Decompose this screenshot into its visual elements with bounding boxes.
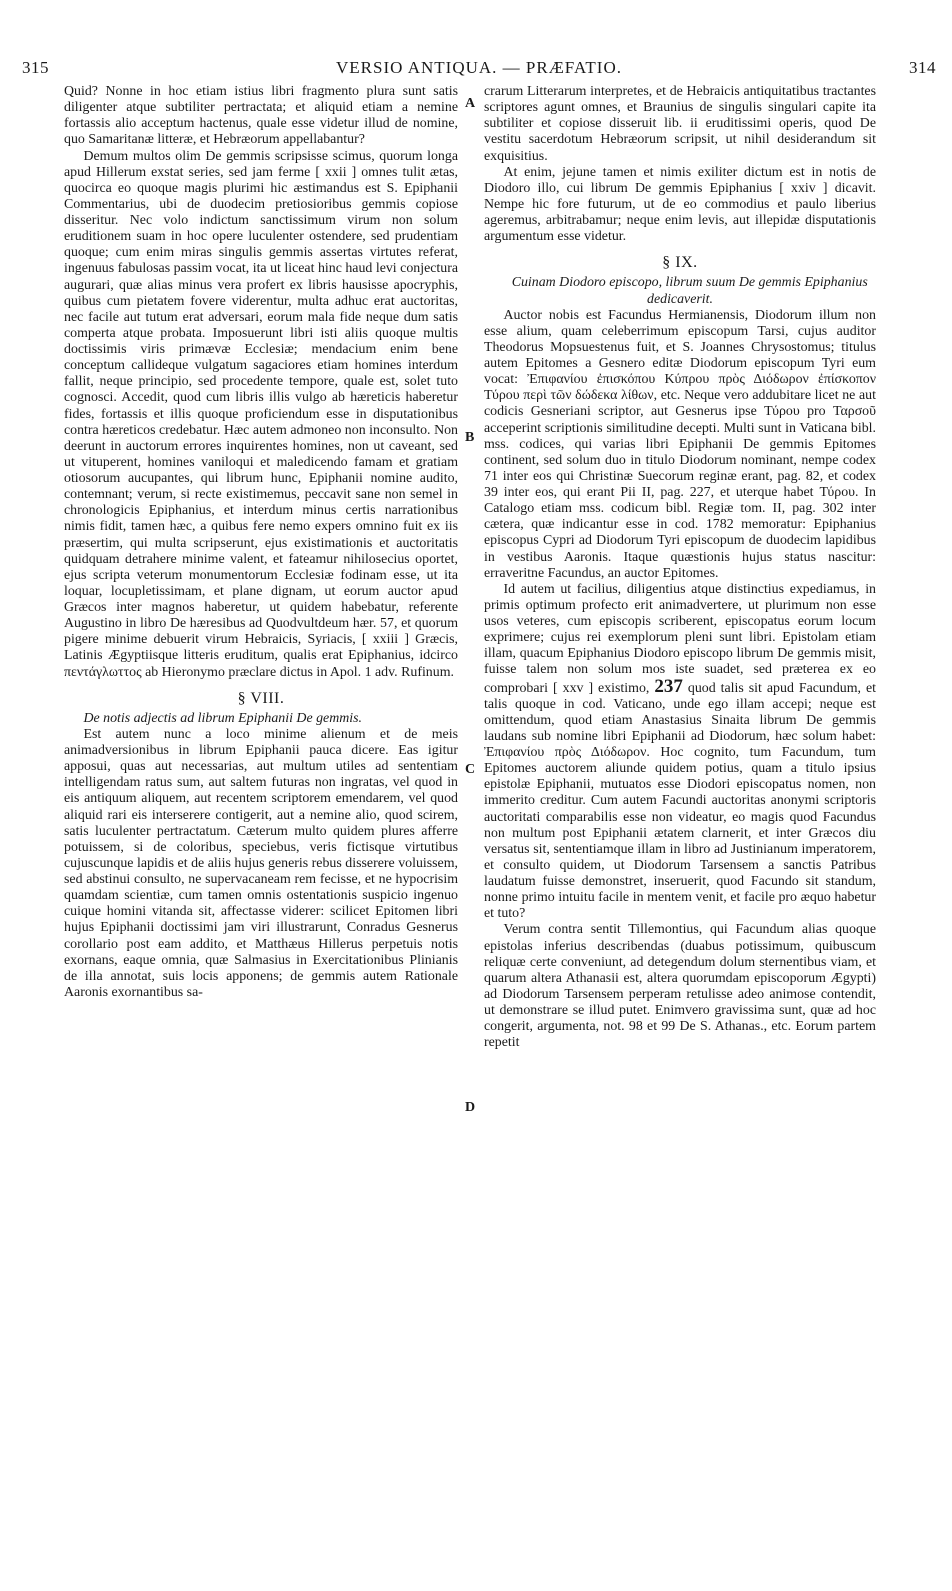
paragraph: At enim, jejune tamen et nimis exiliter dictum est in notis de Diodoro illo, cui librum De gemmis Epiphanius [ xxiv ] dicavit. Nempe hic fore futurum, ut de eo commodius et paulo liberius ageremus, arbitrabamur; neque enim levis, aut illepidæ disputationis argumentum esse videtur.	[484, 164, 876, 245]
right-column	[484, 84, 876, 1051]
paragraph: Demum multos olim De gemmis scripsisse scimus, quorum longa apud Hillerum exstat series, sed jam ferme [ xxii ] omnes tulit ætas, quocirca eo quoque magis plurimi hic æstimandus est S. Epiphanii Commentarius, ubi de duodecim pretiosioribus gemmis copiose disseritur. Nec volo indictum sanctissimum virum non solum eruditionem suam in hoc opere luculenter ostendere, sed prudentiam quoque; cum enim miras singulis gemmis assertas virtutes referat, ingenuus fabulosas passim vocat, ita ut liceat hinc haud levi conjectura augurari, quæ alias minus vera profert ex libris hausisse apocryphis, quibus cum pietatem fovere viderentur, multa adhuc erat auctoritas, nec facile aut tutum erat adversari, eorum mala fide neque dum satis comperta atque probata. Imposuerunt libri isti aliis quoque multis doctissimis viris primævæ Ecclesiæ; mendacium enim bene conceptum callideque vulgatum sagaciores etiam homines interdum fallit, neque principio, sed procedente tempore, quale est, solet tuto cognosci. Accedit, quod cum libris illis vulgo ab hæreticis haberetur fides, fortassis et illis quoque proficiendum esse in disputationibus contra hæreticos credebatur. Hæc autem admoneo non inconsulto. Non deerunt in auctorum errores inquirentes homines, non ut caveant, sed ut vituperent, homines vaniloqui et maledicendo famam et gratiam otiosorum aucupantes, qui librum hunc, Epiphanii nomine audito, contemnant; verum, si recte existimemus, peccavit sane non semel in chronologicis Epiphanius, et interdum minus certis narrationibus nimis fidit, tamen hæc, a quibus fere nemo expers omnino fuit ex iis præsertim, qui multa scripserunt, ejus existimationis et auctoritatis quidquam detrahere minime valent, et fateamur nihilosecius oportet, ejus scripta veterum monumentorum Ecclesiæ fodinam esse, ut ita loquar, locupletissimam, et plane dignam, ut eorum auctor apud Græcos inter magnos haberetur, ut quidem habebatur, referente Augustino in libro De hæresibus ad Quodvultdeum hær. 57, et quorum pigere minime debuerit virum Hebraicis, Syriacis, [ xxiii ] Græcis, Latinis Ægyptiisque litteris eruditum, qualis erat Epiphanius, idcirco πεντάγλωττος ab Hieronymo præclare dictus in Apol. 1 adv. Rufinum.	[64, 148, 458, 680]
margin-letter-c: C	[465, 762, 476, 777]
paragraph: Auctor nobis est Facundus Hermianensis, Diodorum illum non esse alium, quam celeberrimum episcopum Tarsi, cujus auditor Theodorus Mopsuestenus fuit, et S. Joannes Chrysostomus; titulus autem Epitomes a Gesnero editæ Diodorum episcopum Tyri eum vocat: Ἐπιφανίου ἐπισκόπου Κύπρου πρὸς Διόδωρον ἐπίσκοπον Τύρου περὶ τῶν δώδεκα λίθων, etc. Neque vero addubitare licet ne aut codicis Gesneriani scriptor, aut Gesnerus ipse Τύρου pro Ταρσοῦ acceperint scriptionis similitudine decepti. Multi sunt in Vaticana bibl. mss. codices, qui varias libri Epiphanii De gemmis Epitomes continent, sed solum duo in titulo Diodorum nominant, nempe codex 71 inter eos qui Christinæ Suecorum reginæ erant, pag. 82, et codex 39 inter eos, qui erant Pii II, pag. 227, et uterque habet Τύρου. In Catalogo etiam mss. codicum bibl. Regiæ tom. II, pag. 302 inter cætera, quæ indicantur esse in cod. 1782 memoratur: Epiphanius episcopus Cypri ad Diodorum Tyri episcopum de duodecim lapidibus in vestibus Aaronis. Itaque quæstionis hujus status nascitur: erraveritne Facundus, an auctor Epitomes.	[484, 307, 876, 581]
margin-letter-b: B	[465, 430, 475, 445]
edition-page-number: 237	[654, 675, 683, 697]
paragraph	[484, 582, 876, 923]
paragraph: Verum contra sentit Tillemontius, qui Facundum alias quoque epistolas inferius describendas (duabus potissimum, quibuscum reliquæ certe conveniunt, ad detegendum dolum sternentibus viam, et quarum altera Athanasii est, altera quorumdam episcoporum Ægypti) ad Diodorum Tarsensem perperam retulisse adeo animose contendit, ut demonstrare se illud putet. Enimvero gravissima sunt, quæ ad hoc congerit, argumenta, not. 98 et 99 De S. Athanas., etc. Eorum partem repetit	[484, 922, 876, 1051]
section-heading: § IX.	[662, 254, 698, 272]
section-subtitle: Cuinam Diodoro episcopo, librum suum De gemmis Epiphanius dedicaverit.	[511, 275, 868, 307]
page-number-right: 314	[909, 58, 936, 77]
paragraph: Quid? Nonne in hoc etiam istius libri fragmento plura sunt satis diligenter atque subtiliter pertractata; et aliquid etiam a nemine fortassis alio acceptum hactenus, quale esse videtur illud de nomine, quo Samaritanæ litteræ, et Hebræorum appellabantur?	[64, 84, 458, 148]
page-number-left: 315	[22, 58, 49, 77]
section-heading: § VIII.	[237, 689, 285, 707]
running-header	[22, 58, 936, 82]
left-column	[64, 84, 458, 1001]
paragraph-text: quod talis sit apud Facundum, et talis quoque in cod. Vaticano, unde ego illam accepi; neque est omittendum, quod etiam Anastasius Sinaita librum De gemmis laudans sub nomine libri Epiphanii ad Diodorum, hæc solum habet: Ἐπιφανίου πρὸς Διόδωρον. Hoc cognito, tum Facundum, tum Epitomes auctorem aliunde quidem potius, quam a titulo ipsius epistolæ Epiphanii, mutuatos esse Diodori episcopatus nomen, non immerito creditur. Cum autem Facundi auctoritas anonymi scriptoris auctoritati comparabilis esse non videatur, eo magis quod Facundus non multum post Epiphanii ætatem clarnerit, et inter Græcos diu versatus sit, sententiamque illam in libro ad Justinianum imperatorem, et consulto quidem, ut Diodorum Tarsensem a sanctis Patribus laudatum fuisse demonstret, inseruerit, quod Facundo sit standum, nonne primo intuitu facile in mentem venit, et facile pro æquo habetur et tuto?	[484, 680, 876, 922]
section-subtitle: De notis adjectis ad librum Epiphanii De gemmis.	[83, 710, 363, 726]
running-title: VERSIO ANTIQUA. — PRÆFATIO.	[336, 58, 622, 77]
paragraph: crarum Litterarum interpretes, et de Hebraicis antiquitatibus tractantes scriptores agunt omnes, et Braunius de singulis singulari capite ita subtiliter et copiose disseruit lib. ii eruditissimi operis, quod De vestitu sacerdotum Hebræorum scripsit, ut nihil desiderandum sit exquisitius.	[484, 84, 876, 164]
margin-letter-a: A	[465, 96, 476, 111]
margin-letter-d: D	[465, 1100, 476, 1115]
paragraph: Est autem nunc a loco minime alienum et de meis animadversionibus in librum Epiphanii pauca dicere. Eas igitur apposui, quas aut necessarias, aut multum utiles ad sententiam intelligendam ratus sum, aut saltem futuras non ingratas, vel quod in eis antiquum aliquem, aut recentem scriptorem emendarem, vel quod aliquid rari eis interserere contigerit, aut a nemine alio, quod scirem, satis luculenter pertractatum. Cæterum multo quidem plures afferre potuissem, si de coloribus, speciebus, veris fictisque virtutibus cujuscunque lapidis et de aliis hujus generis rebus disserere voluissem, sed abstinui consulto, ne supervacaneam rem fecisse, et ne hypocrisim quamdam scientiæ, cum tamen omnis ostentationis suspicio ingenuo cuique homini vitanda sit, affectasse viderer: scilicet Epitomen libri hujus Epiphanii doctissimi jam viri illustrarunt, Conradus Gesnerus corollario post eam addito, et Matthæus Hillerus perpetuis notis exornans, eaque omnia, quæ Salmasius in Exercitationibus Plinianis de illa annotat, suis locis apponens; de gemmis autem Rationale Aaronis exornantibus sa-	[64, 726, 458, 1000]
paragraph-text: Id autem ut facilius, diligentius atque distinctius expediamus, in primis optimum profecto erit animadvertere, ut plurimum non esse usos veteres, cum episcopis scriberent, episcopatus eorum locum exprimere; cujus rei exemplorum pleni sunt libri. Epistolam etiam illam, quacum Epiphanius Diodoro episcopo librum De gemmis misit, fuisse talem non solum mos iste suadet, sed præterea ex eo comprobari [ xxv ] existimo,	[484, 581, 876, 696]
